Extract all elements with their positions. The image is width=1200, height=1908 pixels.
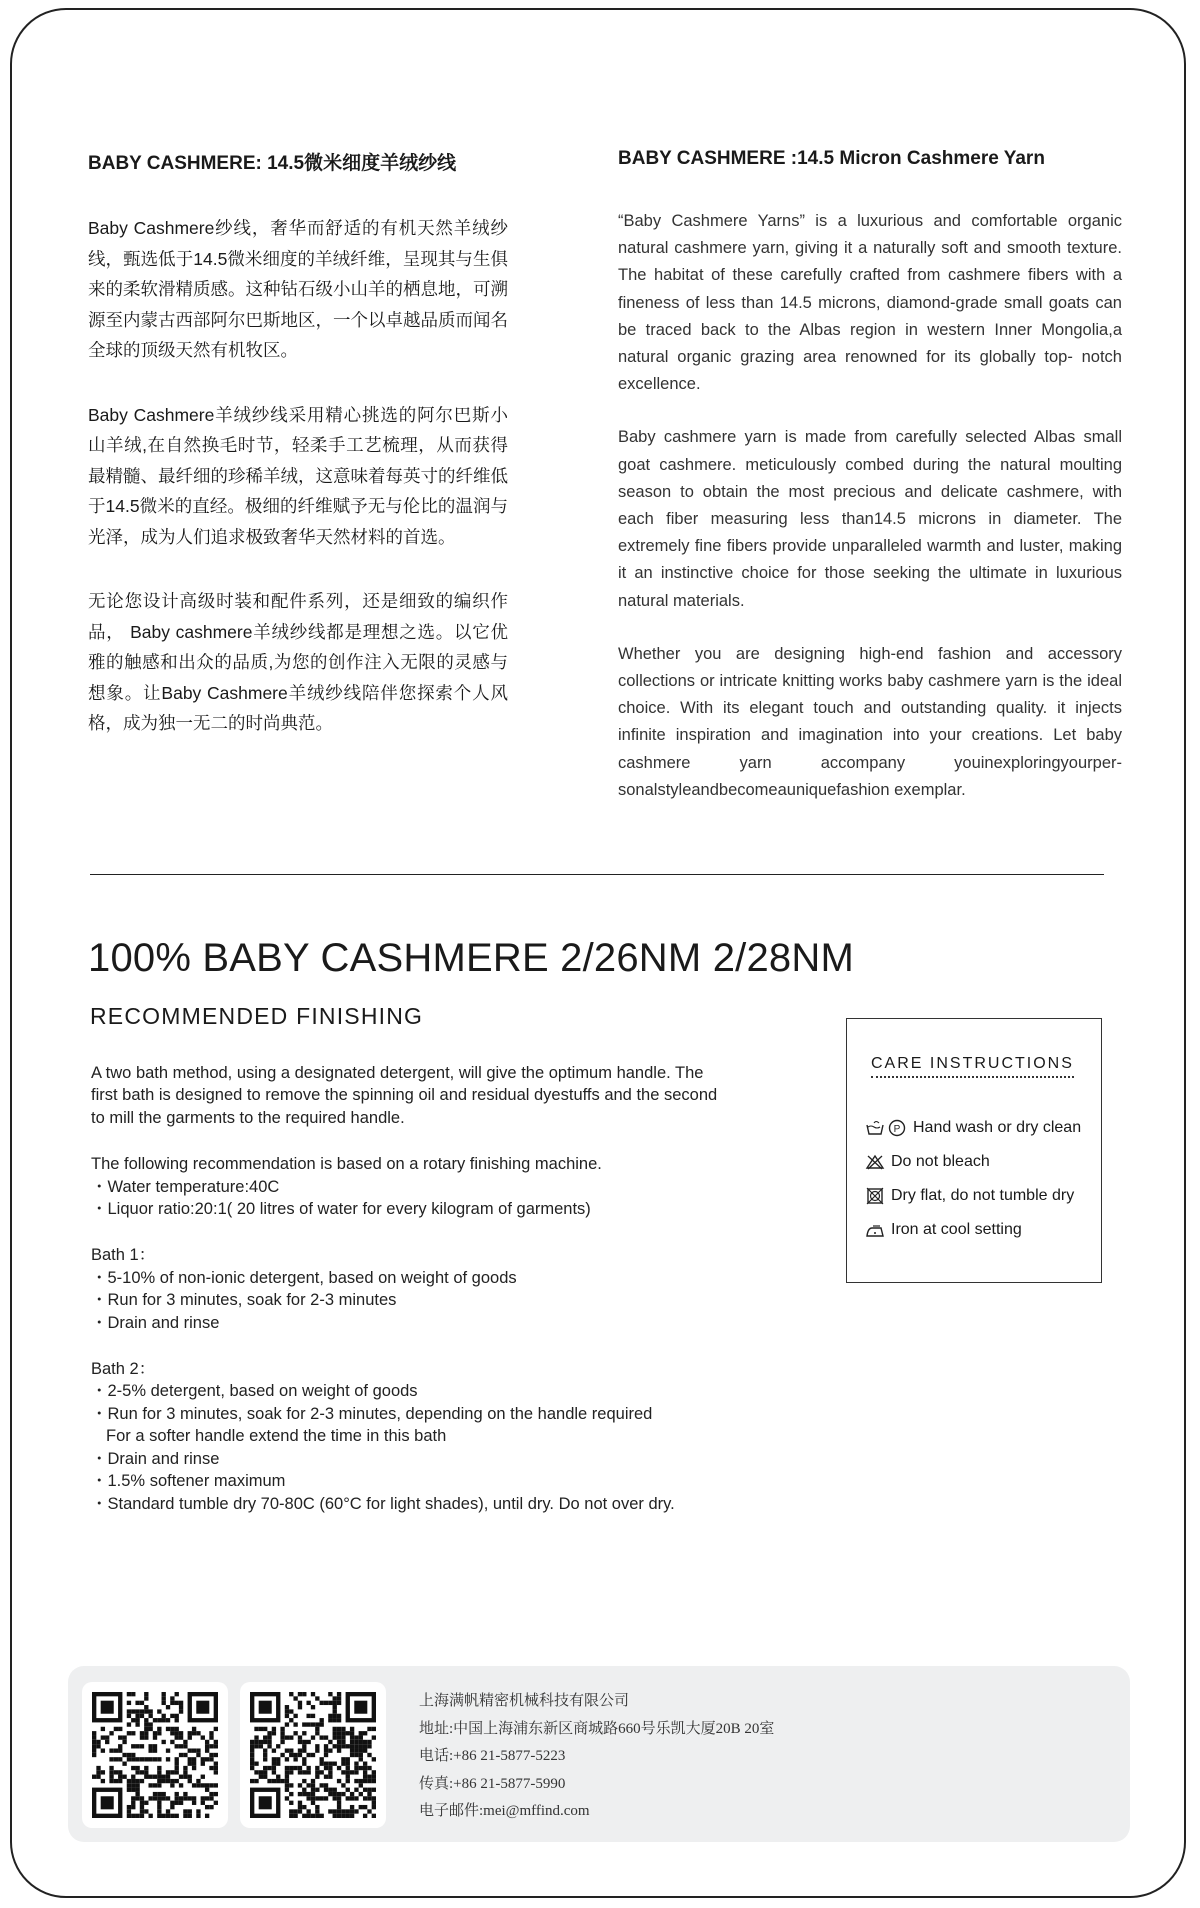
product-title: 100% BABY CASHMERE 2/26NM 2/28NM [88,936,854,980]
list-item: ・Run for 3 minutes, soak for 2-3 minutes, depending on the handle required [91,1404,653,1423]
no-bleach-icon [865,1153,885,1171]
chinese-paragraph-2: Baby Cashmere羊绒纱线采用精心挑选的阿尔巴斯小山羊绒,在自然换毛时节，轻柔手工艺梳理，从而获得最精髓、最纤细的珍稀羊绒，这意味着每英寸的纤维低于14.5微米的直经。极细的纤维赋予无与伦比的温润与光泽，成为人们追求极致奢华天然材料的首选。 [88,404,508,547]
bath1-label: Bath 1： [91,1246,156,1265]
email-link[interactable]: 电子邮件:mei@mffind.com [419,1803,590,1819]
list-item: ・Water temperature:40C [91,1177,280,1196]
list-item: ・2-5% detergent, based on weight of goods [91,1382,418,1401]
section-subtitle: RECOMMENDED FINISHING [90,1003,424,1029]
machine-note: The following recommendation is based on a rotary finishing machine. [91,1155,602,1174]
care-item [865,1213,1081,1247]
finishing-instructions [91,1062,771,1515]
list-item: ・Drain and rinse [91,1313,220,1332]
care-label: Iron at cool setting [891,1221,1022,1238]
care-item [865,1145,1081,1179]
section-divider [90,874,1104,875]
care-label: Do not bleach [891,1153,990,1170]
qr-code[interactable] [240,1682,386,1828]
chinese-paragraph-1: Baby Cashmere纱线，奢华而舒适的有机天然羊绒纱线，甄选低于14.5微米细度的羊绒纤维，呈现其与生俱来的柔软滑精质感。这种钻石级小山羊的栖息地，可溯源至内蒙古西部阿尔巴斯地区，一个以卓越品质而闻名全球的顶级天然有机牧区。 [88,218,508,360]
care-instructions-box [846,1018,1102,1283]
list-item: ・Liquor ratio:20:1( 20 litres of water for every kilogram of garments) [91,1200,591,1219]
no-tumble-dry-icon [865,1187,885,1205]
list-item: ・Standard tumble dry 70-80C (60°C for light shades), until dry. Do not over dry. [91,1494,675,1513]
contact-details [419,1688,774,1826]
chinese-description [88,148,508,773]
intro-line: A two bath method, using a designated detergent, will give the optimum handle. The [91,1064,704,1082]
intro-line: to mill the garments to the required handle. [91,1108,405,1127]
care-label: Dry flat, do not tumble dry [891,1187,1075,1204]
intro-line: first bath is designed to remove the spinning oil and residual dyestuffs and the second [91,1086,718,1105]
hand-wash-dry-clean-icon [865,1119,907,1137]
svg-text:P: P [893,1124,901,1135]
care-item [865,1179,1081,1213]
fax: 传真:+86 21-5877-5990 [419,1775,566,1792]
contact-footer [68,1666,1130,1842]
phone: 电话:+86 21-5877-5223 [419,1748,566,1764]
care-title: CARE INSTRUCTIONS [871,1055,1074,1078]
english-description [618,148,1122,830]
list-item: ・1.5% softener maximum [91,1472,286,1491]
chinese-paragraph-3: 无论您设计高级时装和配件系列，还是细致的编织作品， Baby cashmere羊绒纱线都是理想之选。以它优雅的触感和出众的品质,为您的创作注入无限的灵感与想象。让Baby Cashmere羊绒纱线陪伴您探索个人风格，成为独一无二的时尚典范。 [88,591,508,733]
qr-code[interactable] [82,1682,228,1828]
list-item: For a softer handle extend the time in this bath [106,1427,447,1446]
iron-cool-icon [865,1221,885,1239]
care-label: Hand wash or dry clean [913,1119,1082,1136]
qr-code-icon [250,1692,376,1818]
english-paragraph-1: “Baby Cashmere Yarns” is a luxurious and comfortable organic natural cashmere yarn, giving it a naturally soft and smooth texture. The habitat of these carefully crafted from cashmere fibers with a fineness of less than 14.5 microns, diamond-grade small goats can be traced back to the Albas region in western Inner Mongolia,a natural organic grazing area renowned for its globally top- notch excellence. [618,212,1122,394]
chinese-heading: BABY CASHMERE: 14.5微米细度羊绒纱线 [88,153,457,174]
english-paragraph-3: Whether you are designing high-end fashion and accessory collections or intricate knitting works baby cashmere yarn is the ideal choice. With its elegant touch and outstanding quality. it injects infinite inspiration and imagination into your creations. Let baby cashmere yarn accompany youinexploringyourper-sonalstyleandbecomeauniquefashion exemplar. [618,644,1122,799]
company-name: 上海满帆精密机械科技有限公司 [419,1693,630,1709]
address: 地址:中国上海浦东新区商城路660号乐凯大厦20B 20室 [419,1720,775,1737]
english-paragraph-2: Baby cashmere yarn is made from carefully selected Albas small goat cashmere. meticulously combed during the natural moulting season to obtain the most precious and delicate cashmere, with each fiber measuring less than14.5 microns in diameter. The extremely fine fibers provide unparalleled warmth and luster, making it an instinctive choice for those seeking the ultimate in luxurious natural materials. [618,428,1122,610]
list-item: ・Run for 3 minutes, soak for 2-3 minutes [91,1291,397,1310]
list-item: ・Drain and rinse [91,1449,220,1468]
qr-code-icon [92,1692,218,1818]
list-item: ・5-10% of non-ionic detergent, based on weight of goods [91,1268,517,1287]
bath2-label: Bath 2： [91,1360,156,1379]
english-heading: BABY CASHMERE :14.5 Micron Cashmere Yarn [618,148,1045,169]
care-item [865,1111,1081,1145]
